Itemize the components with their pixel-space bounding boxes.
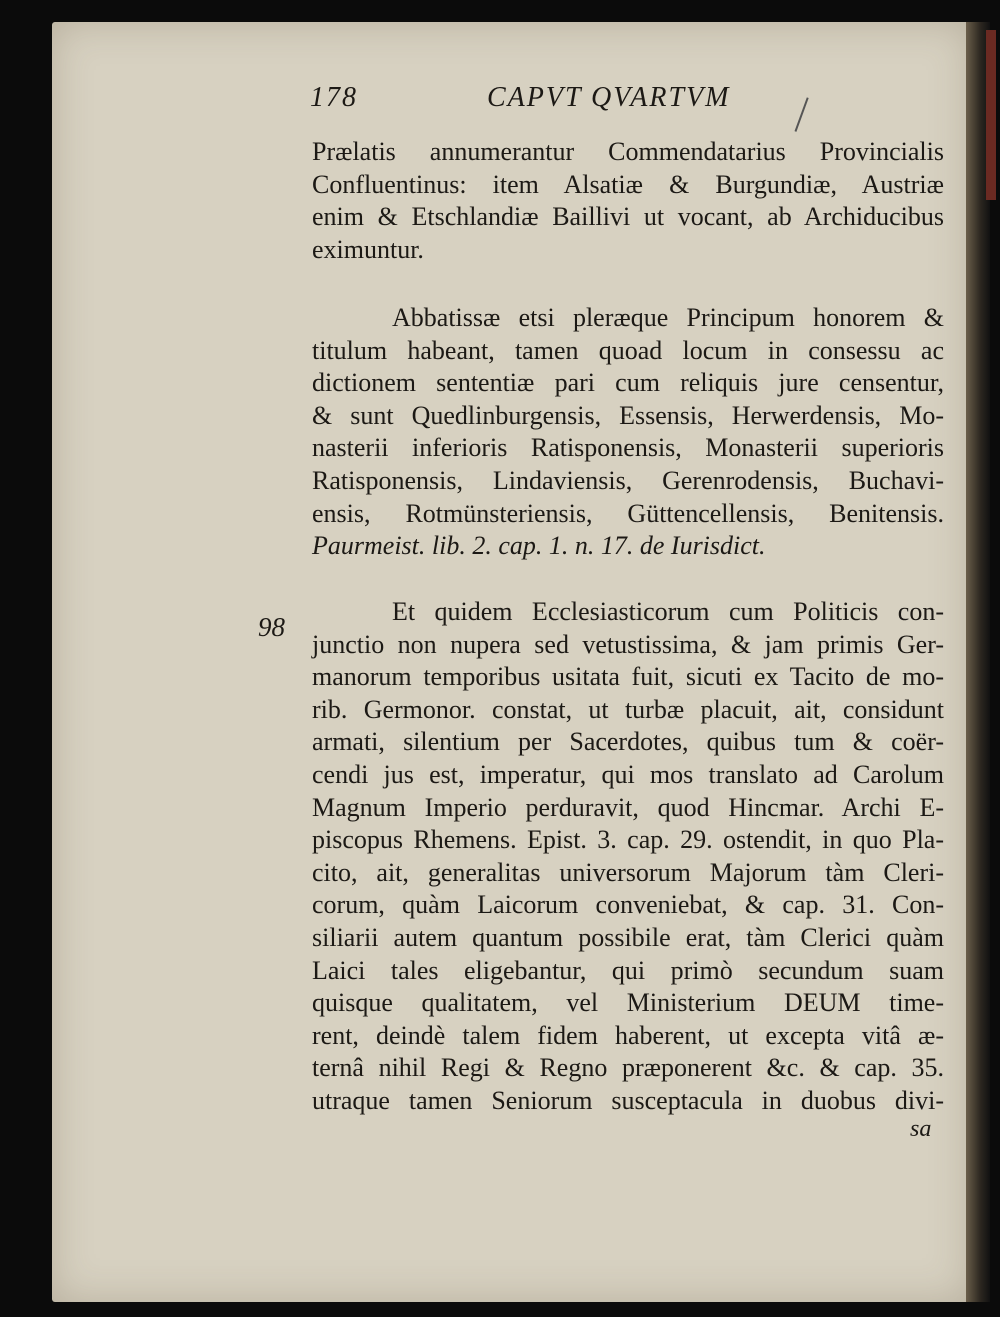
text-line: Confluentinus: item Alsatiæ & Burgundiæ, Austriæ — [312, 169, 944, 199]
binding-strip — [986, 30, 996, 200]
text-line: cendi jus est, imperatur, qui mos translato ad Carolum — [312, 759, 944, 789]
text-line: corum, quàm Laicorum conveniebat, & cap. 31. Con- — [312, 890, 944, 920]
paragraph-3 — [312, 596, 944, 1118]
text-line: ternâ nihil Regi & Regno præponerent &c. & cap. 35. — [312, 1053, 944, 1083]
text-line: utraque tamen Seniorum susceptacula in duobus divi- — [312, 1085, 944, 1115]
text-line: enim & Etschlandiæ Baillivi ut vocant, ab Archiducibus — [312, 202, 944, 232]
text-line: siliarii autem quantum possibile erat, tàm Clerici quàm — [312, 922, 944, 952]
text-line: cito, ait, generalitas universorum Majorum tàm Cleri- — [312, 857, 944, 887]
page-number: 178 — [310, 82, 358, 113]
running-header — [310, 82, 731, 114]
text-line: titulum habeant, tamen quoad locum in consessu ac — [312, 335, 944, 365]
paragraph-1 — [312, 136, 944, 266]
citation-line: Paurmeist. lib. 2. cap. 1. n. 17. de Iurisdict. — [312, 531, 766, 561]
text-line: nasterii inferioris Ratisponensis, Monasterii superioris — [312, 433, 944, 463]
text-line: Prælatis annumerantur Commendatarius Provincialis — [312, 137, 944, 166]
text-line: Laici tales eligebantur, qui primò secundum suam — [312, 955, 944, 985]
paragraph-2 — [312, 302, 944, 563]
text-line: rib. Germonor. constat, ut turbæ placuit, ait, considunt — [312, 694, 944, 724]
text-line: dictionem sententiæ pari cum reliquis jure censentur, — [312, 368, 944, 398]
text-line: armati, silentium per Sacerdotes, quibus tum & coër- — [312, 727, 944, 757]
text-line: Et quidem Ecclesiasticorum cum Politicis con- — [392, 597, 944, 626]
text-line: rent, deindè talem fidem haberent, ut excepta vitâ æ- — [312, 1020, 944, 1050]
text-line: manorum temporibus usitata fuit, sicuti ex Tacito de mo- — [312, 662, 944, 692]
text-line: ensis, Rotmünsteriensis, Güttencellensis, Benitensis. — [312, 498, 944, 528]
running-title: CAPVT QVARTVM — [487, 82, 731, 113]
text-line: & sunt Quedlinburgensis, Essensis, Herwerdensis, Mo- — [312, 400, 944, 430]
text-line: Abbatissæ etsi pleræque Principum honorem & — [392, 303, 944, 332]
margin-number: 98 — [258, 612, 285, 642]
text-line: Ratisponensis, Lindaviensis, Gerenrodensis, Buchavi- — [312, 465, 944, 495]
text-line: Magnum Imperio perduravit, quod Hincmar. Archi E- — [312, 792, 944, 822]
text-line: junctio non nupera sed vetustissima, & jam primis Ger- — [312, 629, 944, 659]
text-line: quisque qualitatem, vel Ministerium DEUM time- — [312, 988, 944, 1018]
text-line: piscopus Rhemens. Epist. 3. cap. 29. ostendit, in quo Pla- — [312, 825, 944, 855]
page-edge — [966, 22, 990, 1302]
catchword: sa — [910, 1116, 932, 1142]
text-line: eximuntur. — [312, 234, 424, 264]
